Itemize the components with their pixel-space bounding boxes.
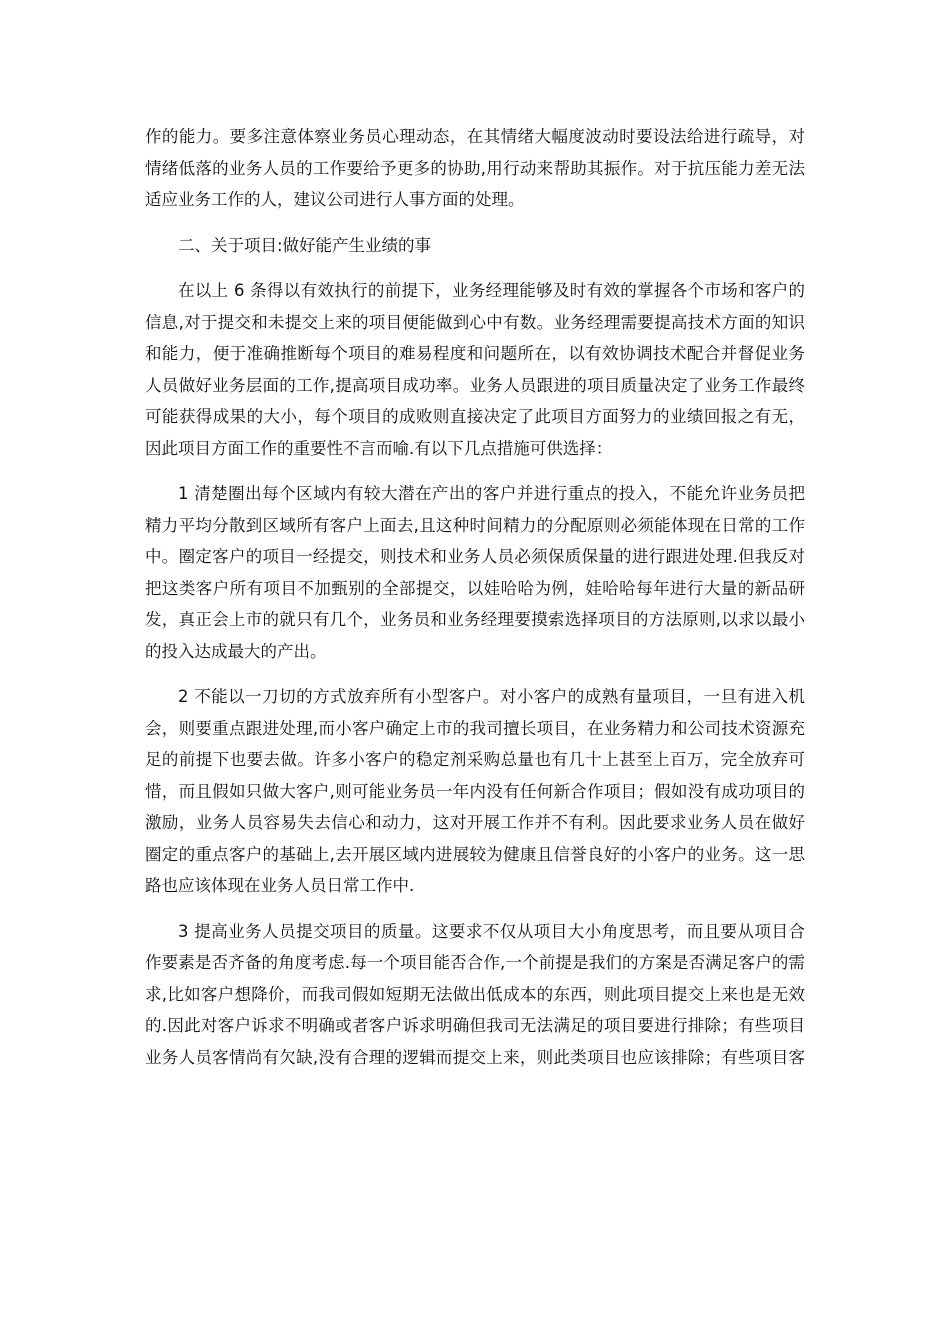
- text-line: 圈定的重点客户的基础上,去开展区域内进展较为健康且信誉良好的小客户的业务。这一思: [145, 844, 805, 864]
- paragraph-1: [145, 121, 805, 216]
- text-line: 信息,对于提交和未提交上来的项目便能做到心中有数。业务经理需要提高技术方面的知识: [145, 312, 805, 332]
- text-line: 作要素是否齐备的角度考虑.每一个项目能否合作,一个前提是我们的方案是否满足客户的需: [145, 953, 805, 972]
- text-line: 惜，而且假如只做大客户,则可能业务员一年内没有任何新合作项目；假如没有成功项目的: [145, 781, 805, 801]
- document-body: [145, 121, 805, 1087]
- text-line: 求,比如客户想降价，而我司假如短期无法做出低成本的东西，则此项目提交上来也是无效: [145, 984, 805, 1004]
- text-line: 路也应该体现在业务人员日常工作中.: [145, 876, 415, 895]
- section-heading: [145, 230, 805, 262]
- text-line: 在以上 6 条得以有效执行的前提下，业务经理能够及时有效的掌握各个市场和客户的: [178, 281, 805, 300]
- text-line: 人员做好业务层面的工作,提高项目成功率。业务人员跟进的项目质量决定了业务工作最终: [145, 375, 805, 395]
- text-line: 会，则要重点跟进处理,而小客户确定上市的我司擅长项目，在业务精力和公司技术资源充: [145, 718, 805, 738]
- text-line: 的.因此对客户诉求不明确或者客户诉求明确但我司无法满足的项目要进行排除；有些项目: [145, 1016, 805, 1035]
- text-line: 适应业务工作的人，建议公司进行人事方面的处理。: [145, 190, 525, 209]
- text-line: 中。圈定客户的项目一经提交，则技术和业务人员必须保质保量的进行跟进处理.但我反对: [145, 547, 805, 566]
- paragraph-5: [145, 681, 805, 902]
- text-line: 2 不能以一刀切的方式放弃所有小型客户。对小客户的成熟有量项目，一旦有进入机: [178, 687, 805, 706]
- text-line: 业务人员客情尚有欠缺,没有合理的逻辑而提交上来，则此类项目也应该排除；有些项目客: [145, 1047, 805, 1067]
- text-line: 激励，业务人员容易失去信心和动力，这对开展工作并不有利。因此要求业务人员在做好: [145, 813, 805, 832]
- text-line: 1 清楚圈出每个区域内有较大潜在产出的客户并进行重点的投入，不能允许业务员把: [178, 484, 805, 503]
- text-line: 情绪低落的业务人员的工作要给予更多的协助,用行动来帮助其振作。对于抗压能力差无法: [145, 158, 805, 178]
- paragraph-4: [145, 478, 805, 667]
- text-line: 发，真正会上市的就只有几个，业务员和业务经理要摸索选择项目的方法原则,以求以最小: [145, 610, 805, 629]
- text-line: 因此项目方面工作的重要性不言而喻.有以下几点措施可供选择：: [145, 438, 613, 458]
- text-line: 3 提高业务人员提交项目的质量。这要求不仅从项目大小角度思考，而且要从项目合: [178, 921, 805, 941]
- paragraph-6: [145, 916, 805, 1074]
- text-line: 可能获得成果的大小，每个项目的成败则直接决定了此项目方面努力的业绩回报之有无，: [145, 407, 805, 426]
- text-line: 和能力，便于准确推断每个项目的难易程度和问题所在，以有效协调技术配合并督促业务: [145, 344, 805, 363]
- heading-text: 二、关于项目:做好能产生业绩的事: [178, 235, 432, 255]
- text-line: 的投入达成最大的产出。: [145, 641, 327, 661]
- text-line: 精力平均分散到区域所有客户上面去,且这种时间精力的分配原则必须能体现在日常的工作: [145, 515, 805, 535]
- paragraph-3: [145, 275, 805, 464]
- text-line: 足的前提下也要去做。许多小客户的稳定剂采购总量也有几十上甚至上百万，完全放弃可: [145, 750, 805, 769]
- text-line: 把这类客户所有项目不加甄别的全部提交，以娃哈哈为例，娃哈哈每年进行大量的新品研: [145, 578, 805, 598]
- text-line: 作的能力。要多注意体察业务员心理动态，在其情绪大幅度波动时要设法给进行疏导，对: [145, 127, 805, 146]
